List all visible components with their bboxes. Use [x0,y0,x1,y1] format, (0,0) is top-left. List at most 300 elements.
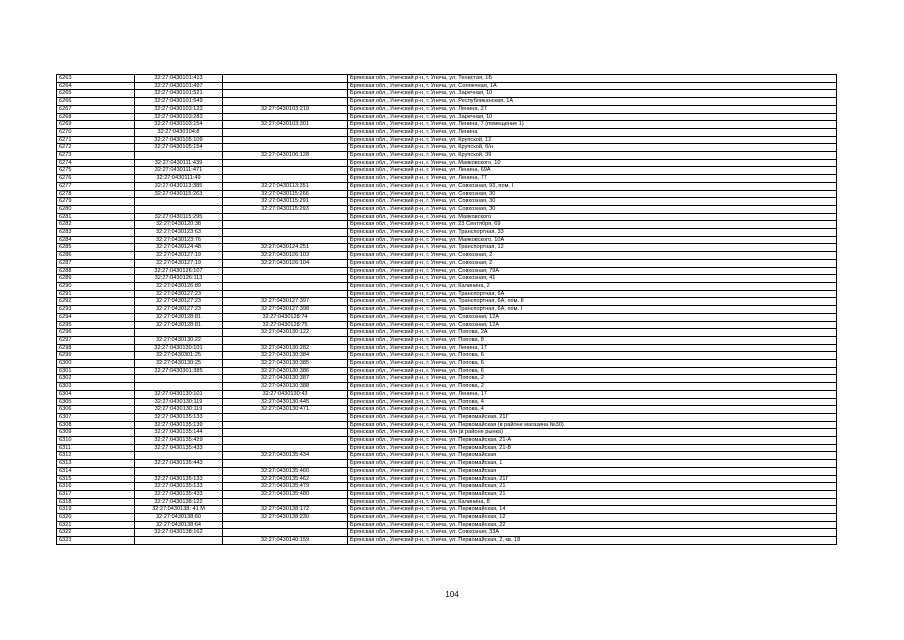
row-number-cell: 6280 [57,205,135,213]
row-number-cell: 6264 [57,82,135,90]
table-row [57,475,837,483]
address-cell: Брянская обл., Унечский р-н, г. Унеча, ул. Тенистая, 1Б [348,75,837,83]
row-number-cell: 6281 [57,213,135,221]
table-row [57,221,837,229]
linked-cadastral-number-cell [223,437,348,445]
address-cell: Брянская обл., Унечский р-н, г. Унеча, ул. Первомайская, 21-А [348,437,837,445]
cadastral-number-cell [135,537,223,545]
table-row [57,213,837,221]
address-cell: Брянская обл., Унечский р-н, г. Унеча, ул. Совхозная, 79А [348,267,837,275]
cadastral-number-cell: 32:27:0430128:81 [135,313,223,321]
address-cell: Брянская обл., Унечский р-н, г. Унеча, ул. Ленина, 17 [348,344,837,352]
cadastral-number-cell [135,467,223,475]
linked-cadastral-number-cell: 32:27:0430126:103 [223,252,348,260]
cadastral-number-cell: 32:27:0430126:107 [135,267,223,275]
page-number: 104 [445,590,459,599]
row-number-cell: 6298 [57,344,135,352]
address-cell: Брянская обл., Унечский р-н, г. Унеча, ул. Попова, 2А [348,329,837,337]
cadastral-number-cell: 32:27:0430135:144 [135,429,223,437]
table-row [57,121,837,129]
row-number-cell: 6285 [57,244,135,252]
linked-cadastral-number-cell: 32:27:0430124:251 [223,244,348,252]
row-number-cell: 6284 [57,236,135,244]
table-row [57,236,837,244]
row-number-cell: 6265 [57,90,135,98]
row-number-cell: 6282 [57,221,135,229]
address-cell: Брянская обл., Унечский р-н, г. Унеча, б/н (в районе рынка) [348,429,837,437]
row-number-cell: 6292 [57,298,135,306]
cadastral-number-cell: 32:27:0430135:429 [135,437,223,445]
table-row [57,313,837,321]
row-number-cell: 6270 [57,128,135,136]
row-number-cell: 6311 [57,444,135,452]
row-number-cell: 6314 [57,467,135,475]
row-number-cell: 6306 [57,406,135,414]
table-row [57,90,837,98]
table-row [57,152,837,160]
linked-cadastral-number-cell [223,98,348,106]
table-row [57,444,837,452]
table-row [57,398,837,406]
cadastral-number-cell: 32:27:0430101:549 [135,98,223,106]
linked-cadastral-number-cell: 32:27:0430126:104 [223,259,348,267]
linked-cadastral-number-cell: 32:27:0430115:293 [223,205,348,213]
table-row [57,521,837,529]
table-row [57,390,837,398]
row-number-cell: 6316 [57,483,135,491]
row-number-cell: 6307 [57,413,135,421]
address-cell: Брянская обл., Унечский р-н, г. Унеча, ул. Ленина, 27 [348,105,837,113]
cadastral-number-cell: 32:27:0430138: 41 М [135,506,223,514]
address-cell: Брянская обл., Унечский р-н, г. Унеча, ул. Первомайская, 21Г [348,413,837,421]
address-cell: Брянская обл., Унечский р-н, г. Унеча, ул. Попова, 6 [348,352,837,360]
cadastral-number-cell: 32:27:0430301:25 [135,352,223,360]
address-cell: Брянская обл., Унечский р-н, г. Унеча, ул. Ленина, 17 [348,390,837,398]
cadastral-number-cell: 32:27:0430101:521 [135,90,223,98]
row-number-cell: 6320 [57,514,135,522]
linked-cadastral-number-cell: 32:27:0430115:266 [223,190,348,198]
cadastral-number-cell: 32:27:0430124:48 [135,244,223,252]
linked-cadastral-number-cell: 32:27:0430106:128 [223,152,348,160]
address-cell: Брянская обл., Унечский р-н, г. Унеча, ул. Попова, 4 [348,398,837,406]
table-row [57,144,837,152]
row-number-cell: 6301 [57,367,135,375]
row-number-cell: 6273 [57,152,135,160]
address-cell: Брянская обл., Унечский р-н, г. Унеча, ул. Попова, 8 [348,336,837,344]
table-row [57,267,837,275]
cadastral-number-cell: 32:27:0430126:113 [135,275,223,283]
table-row [57,483,837,491]
cadastral-number-cell: 32:27:0430115:263 [135,190,223,198]
table-row [57,198,837,206]
address-cell: Брянская обл., Унечский р-н, г. Унеча, ул. Крупской, 39 [348,152,837,160]
row-number-cell: 6267 [57,105,135,113]
linked-cadastral-number-cell: 32:27:0430130:122 [223,329,348,337]
table-row [57,290,837,298]
cadastral-number-cell: 32:27:0430130:119 [135,406,223,414]
table-row [57,306,837,314]
address-cell: Брянская обл., Унечский р-н, г. Унеча, ул. Транспортная, 6А, пом. I [348,306,837,314]
cadastral-number-cell: 32:27:0430127:19 [135,252,223,260]
table-row [57,244,837,252]
linked-cadastral-number-cell: 32:27:0430135:460 [223,467,348,475]
row-number-cell: 6287 [57,259,135,267]
address-cell: Брянская обл., Унечский р-н, г. Унеча, ул. Попова, 4 [348,406,837,414]
linked-cadastral-number-cell [223,236,348,244]
table-row [57,529,837,537]
cadastral-number-cell: 32:27:0430120:38 [135,221,223,229]
cadastral-number-cell: 32:27:0430138:162 [135,529,223,537]
linked-cadastral-number-cell [223,282,348,290]
address-cell: Брянская обл., Унечский р-н, г. Унеча, ул. Заречная, 10 [348,90,837,98]
cadastral-number-cell: 32:27:0430135:133 [135,413,223,421]
row-number-cell: 6263 [57,75,135,83]
address-cell: Брянская обл., Унечский р-н, г. Унеча, ул. Транспортная, 33 [348,229,837,237]
cadastral-number-cell: 32:27:0430127:23 [135,298,223,306]
cadastral-number-cell: 32:27:0430103:283 [135,113,223,121]
linked-cadastral-number-cell [223,90,348,98]
address-cell: Брянская обл., Унечский р-н, г. Унеча, ул. Совхозная, 33А [348,529,837,537]
linked-cadastral-number-cell: 32:27:0430127:398 [223,306,348,314]
address-cell: Брянская обл., Унечский р-н, г. Унеча, ул. Первомайская (в районе магазина №30) [348,421,837,429]
row-number-cell: 6275 [57,167,135,175]
linked-cadastral-number-cell: 32:27:0430128:75 [223,321,348,329]
table-row [57,360,837,368]
row-number-cell: 6271 [57,136,135,144]
linked-cadastral-number-cell [223,429,348,437]
table-row [57,182,837,190]
cadastral-number-cell: 32:27:0430130:101 [135,344,223,352]
table-row [57,82,837,90]
linked-cadastral-number-cell [223,460,348,468]
table-row [57,175,837,183]
table-row [57,429,837,437]
cadastral-number-cell: 32:27:0430105:154 [135,144,223,152]
table-row [57,460,837,468]
cadastral-number-cell: 32:27:0430123:63 [135,229,223,237]
address-cell: Брянская обл., Унечский р-н, г. Унеча, ул. Первомайская, 1 [348,460,837,468]
linked-cadastral-number-cell [223,444,348,452]
table-row [57,159,837,167]
table-row [57,506,837,514]
linked-cadastral-number-cell [223,113,348,121]
address-cell: Брянская обл., Унечский р-н, г. Унеча, ул. Калинина, 8 [348,498,837,506]
address-cell: Брянская обл., Унечский р-н, г. Унеча, ул. Крупской, 12 [348,136,837,144]
linked-cadastral-number-cell [223,136,348,144]
table-row [57,352,837,360]
linked-cadastral-number-cell [223,175,348,183]
cadastral-number-cell: 32:27:0430130:119 [135,398,223,406]
row-number-cell: 6269 [57,121,135,129]
row-number-cell: 6288 [57,267,135,275]
linked-cadastral-number-cell [223,529,348,537]
cadastral-number-cell: 32:27:0430135:443 [135,460,223,468]
address-cell: Брянская обл., Унечский р-н, г. Унеча, ул. Совхозная, 30 [348,205,837,213]
linked-cadastral-number-cell: 32:27:0430130:388 [223,383,348,391]
address-cell: Брянская обл., Унечский р-н, г. Унеча, ул. Первомайская, 21-В [348,444,837,452]
linked-cadastral-number-cell [223,421,348,429]
address-cell: Брянская обл., Унечский р-н, г. Унеча, ул. Ленина, 69А [348,167,837,175]
linked-cadastral-number-cell: 32:27:0430135:434 [223,452,348,460]
cadastral-number-cell: 32:27:0430301:385 [135,367,223,375]
cadastral-number-cell: 32:27:0430135:133 [135,483,223,491]
table-row [57,383,837,391]
cadastral-number-cell: 32:27:0430111:439 [135,159,223,167]
table-row [57,105,837,113]
table-row [57,259,837,267]
linked-cadastral-number-cell [223,267,348,275]
address-cell: Брянская обл., Унечский р-н, г. Унеча, ул. Первомайская, 14 [348,506,837,514]
table-row [57,75,837,83]
row-number-cell: 6321 [57,521,135,529]
linked-cadastral-number-cell [223,144,348,152]
linked-cadastral-number-cell: 32:27:0430130:471 [223,406,348,414]
address-cell: Брянская обл., Унечский р-н, г. Унеча, ул. Ленина, 7 (помещение 1) [348,121,837,129]
linked-cadastral-number-cell: 32:27:0430138:172 [223,506,348,514]
address-cell: Брянская обл., Унечский р-н, г. Унеча, ул. Первомайская, 21 [348,490,837,498]
address-cell: Брянская обл., Унечский р-н, г. Унеча, ул. Попова, 2 [348,375,837,383]
row-number-cell: 6300 [57,360,135,368]
address-cell: Брянская обл., Унечский р-н, г. Унеча, ул. Калинина, 2 [348,282,837,290]
address-cell: Брянская обл., Унечский р-н, г. Унеча, ул. Попова, 2 [348,383,837,391]
registry-table-body [57,75,837,545]
linked-cadastral-number-cell: 32:27:0430130:387 [223,375,348,383]
linked-cadastral-number-cell [223,336,348,344]
linked-cadastral-number-cell [223,413,348,421]
row-number-cell: 6312 [57,452,135,460]
row-number-cell: 6304 [57,390,135,398]
table-row [57,336,837,344]
linked-cadastral-number-cell: 32:27:0430128:74 [223,313,348,321]
address-cell: Брянская обл., Унечский р-н, г. Унеча, ул. Первомайская, 2, кв. 18 [348,537,837,545]
row-number-cell: 6310 [57,437,135,445]
linked-cadastral-number-cell: 32:27:0430140:159 [223,537,348,545]
row-number-cell: 6313 [57,460,135,468]
row-number-cell: 6277 [57,182,135,190]
table-row [57,413,837,421]
row-number-cell: 6317 [57,490,135,498]
table-row [57,344,837,352]
cadastral-number-cell: 32:27:0430138:122 [135,498,223,506]
address-cell: Брянская обл., Унечский р-н, г. Унеча, ул. Заречная, 10 [348,113,837,121]
linked-cadastral-number-cell: 32:27:0430130:386 [223,367,348,375]
cadastral-number-cell [135,329,223,337]
row-number-cell: 6272 [57,144,135,152]
table-row [57,167,837,175]
row-number-cell: 6274 [57,159,135,167]
address-cell: Брянская обл., Унечский р-н, г. Унеча, ул. Маяковского [348,213,837,221]
table-row [57,252,837,260]
row-number-cell: 6302 [57,375,135,383]
row-number-cell: 6268 [57,113,135,121]
table-row [57,113,837,121]
row-number-cell: 6266 [57,98,135,106]
address-cell: Брянская обл., Унечский р-н, г. Унеча, ул. Ленина, 77 [348,175,837,183]
cadastral-number-cell: 32:27:0430105:109 [135,136,223,144]
table-row [57,421,837,429]
property-registry-table [56,74,837,545]
cadastral-number-cell: 32:27:0430113:385 [135,182,223,190]
row-number-cell: 6319 [57,506,135,514]
linked-cadastral-number-cell: 32:27:0430113:351 [223,182,348,190]
linked-cadastral-number-cell [223,221,348,229]
table-row [57,367,837,375]
address-cell: Брянская обл., Унечский р-н, г. Унеча, ул. Совхозная, 41 [348,275,837,283]
linked-cadastral-number-cell [223,521,348,529]
linked-cadastral-number-cell [223,275,348,283]
address-cell: Брянская обл., Унечский р-н, г. Унеча, ул. Попова, 6 [348,367,837,375]
address-cell: Брянская обл., Унечский р-н, г. Унеча, ул. Первомайская, 22 [348,521,837,529]
table-row [57,275,837,283]
table-row [57,98,837,106]
cadastral-number-cell: 32:27:0430127:19 [135,259,223,267]
linked-cadastral-number-cell: 32:27:0430135:479 [223,483,348,491]
table-row [57,321,837,329]
table-row [57,128,837,136]
cadastral-number-cell [135,152,223,160]
table-row [57,329,837,337]
row-number-cell: 6294 [57,313,135,321]
linked-cadastral-number-cell [223,498,348,506]
cadastral-number-cell: 32:27:0430123:76 [135,236,223,244]
cadastral-number-cell: 32:27:0430128:81 [135,321,223,329]
address-cell: Брянская обл., Унечский р-н, г. Унеча, ул. Первомайская, 21 [348,483,837,491]
address-cell: Брянская обл., Унечский р-н, г. Унеча, ул. Совхозная, 30 [348,190,837,198]
linked-cadastral-number-cell [223,290,348,298]
row-number-cell: 6297 [57,336,135,344]
row-number-cell: 6276 [57,175,135,183]
linked-cadastral-number-cell: 32:27:0430130:282 [223,344,348,352]
cadastral-number-cell: 32:27:0430135:433 [135,444,223,452]
cadastral-number-cell: 32:27:0430101:413 [135,75,223,83]
address-cell: Брянская обл., Унечский р-н, г. Унеча, ул. Крупской, б/н [348,144,837,152]
row-number-cell: 6299 [57,352,135,360]
linked-cadastral-number-cell: 32:27:0430130:385 [223,360,348,368]
cadastral-number-cell: 32:27:0430127:23 [135,290,223,298]
linked-cadastral-number-cell: 32:27:0430135:462 [223,475,348,483]
cadastral-number-cell: 32:27:0430138:60 [135,514,223,522]
row-number-cell: 6286 [57,252,135,260]
cadastral-number-cell: 32:27:0430103:154 [135,121,223,129]
cadastral-number-cell: 32:27:0430115:295 [135,213,223,221]
linked-cadastral-number-cell: 32:27:0430130:445 [223,398,348,406]
row-number-cell: 6309 [57,429,135,437]
linked-cadastral-number-cell: 32:27:0430135:480 [223,490,348,498]
row-number-cell: 6293 [57,306,135,314]
cadastral-number-cell: 32:27:0430130:25 [135,360,223,368]
address-cell: Брянская обл., Унечский р-н, г. Унеча, ул. Совхозная, 2 [348,252,837,260]
row-number-cell: 6290 [57,282,135,290]
linked-cadastral-number-cell [223,82,348,90]
linked-cadastral-number-cell [223,229,348,237]
linked-cadastral-number-cell: 32:27:0430130:384 [223,352,348,360]
table-row [57,437,837,445]
cadastral-number-cell [135,375,223,383]
cadastral-number-cell: 32:27:0430135:133 [135,475,223,483]
address-cell: Брянская обл., Унечский р-н, г. Унеча, ул. Совхозная, 30 [348,198,837,206]
cadastral-number-cell [135,383,223,391]
linked-cadastral-number-cell: 32:27:0430138:230 [223,514,348,522]
row-number-cell: 6303 [57,383,135,391]
linked-cadastral-number-cell: 32:27:0430130:43 [223,390,348,398]
table-row [57,205,837,213]
address-cell: Брянская обл., Унечский р-н, г. Унеча, ул. Маяковского, 10А [348,236,837,244]
address-cell: Брянская обл., Унечский р-н, г. Унеча, ул. Совхозная, 12А [348,313,837,321]
linked-cadastral-number-cell [223,167,348,175]
address-cell: Брянская обл., Унечский р-н, г. Унеча, ул. Транспортная, 12 [348,244,837,252]
row-number-cell: 6322 [57,529,135,537]
table-row [57,229,837,237]
table-row [57,375,837,383]
table-row [57,537,837,545]
row-number-cell: 6283 [57,229,135,237]
cadastral-number-cell [135,198,223,206]
address-cell: Брянская обл., Унечский р-н, г. Унеча, ул. Солнечная, 1А [348,82,837,90]
linked-cadastral-number-cell: 32:27:0430103:219 [223,105,348,113]
row-number-cell: 6308 [57,421,135,429]
linked-cadastral-number-cell: 32:27:0430115:291 [223,198,348,206]
cadastral-number-cell: 32:27:0430138:64 [135,521,223,529]
row-number-cell: 6318 [57,498,135,506]
row-number-cell: 6279 [57,198,135,206]
table-row [57,298,837,306]
address-cell: Брянская обл., Унечский р-н, г. Унеча, ул. Совхозная, 12А [348,321,837,329]
address-cell: Брянская обл., Унечский р-н, г. Унеча, ул. Ленина [348,128,837,136]
address-cell: Брянская обл., Унечский р-н, г. Унеча, ул. Маяковского, 10 [348,159,837,167]
cadastral-number-cell [135,205,223,213]
address-cell: Брянская обл., Унечский р-н, г. Унеча, ул. Первомайская, 12 [348,514,837,522]
cadastral-number-cell [135,452,223,460]
cadastral-number-cell: 32:27:0430130:101 [135,390,223,398]
table-row [57,136,837,144]
table-row [57,452,837,460]
cadastral-number-cell: 32:27:0430111:49 [135,175,223,183]
cadastral-number-cell: 32:27:0430135:139 [135,421,223,429]
table-row [57,514,837,522]
table-row [57,498,837,506]
linked-cadastral-number-cell: 32:27:0430103:301 [223,121,348,129]
address-cell: Брянская обл., Унечский р-н, г. Унеча, ул. Первомайская [348,467,837,475]
table-row [57,406,837,414]
address-cell: Брянская обл., Унечский р-н, г. Унеча, ул. 23 Сентября, 69 [348,221,837,229]
row-number-cell: 6295 [57,321,135,329]
table-row [57,490,837,498]
address-cell: Брянская обл., Унечский р-н, г. Унеча, ул. Совхозная, 93, пом. I [348,182,837,190]
address-cell: Брянская обл., Унечский р-н, г. Унеча, ул. Совхозная, 2 [348,259,837,267]
row-number-cell: 6289 [57,275,135,283]
linked-cadastral-number-cell [223,213,348,221]
row-number-cell: 6315 [57,475,135,483]
address-cell: Брянская обл., Унечский р-н, г. Унеча, ул. Республиканская, 1А [348,98,837,106]
address-cell: Брянская обл., Унечский р-н, г.,Унеча, ул. Транспортная, 6А [348,290,837,298]
address-cell: Брянская обл., Унечский р-н, г. Унеча, ул. Транспортная, 6А, пом. II [348,298,837,306]
row-number-cell: 6278 [57,190,135,198]
row-number-cell: 6323 [57,537,135,545]
cadastral-number-cell: 32:27:0430111:471 [135,167,223,175]
cadastral-number-cell: 32:27:0430126:89 [135,282,223,290]
table-row [57,190,837,198]
address-cell: Брянская обл., Унечский р-н, г. Унеча, ул. Первомайская [348,452,837,460]
table-row [57,467,837,475]
cadastral-number-cell: 32:27:0430135:433 [135,490,223,498]
cadastral-number-cell: 32:27:0430103:123 [135,105,223,113]
linked-cadastral-number-cell [223,75,348,83]
cadastral-number-cell: 32:27:0430130:22 [135,336,223,344]
linked-cadastral-number-cell [223,128,348,136]
cadastral-number-cell: 32:27:0430127:23 [135,306,223,314]
row-number-cell: 6291 [57,290,135,298]
address-cell: Брянская обл., Унечский р-н, г. Унеча, ул. Первомайская, 21Г [348,475,837,483]
